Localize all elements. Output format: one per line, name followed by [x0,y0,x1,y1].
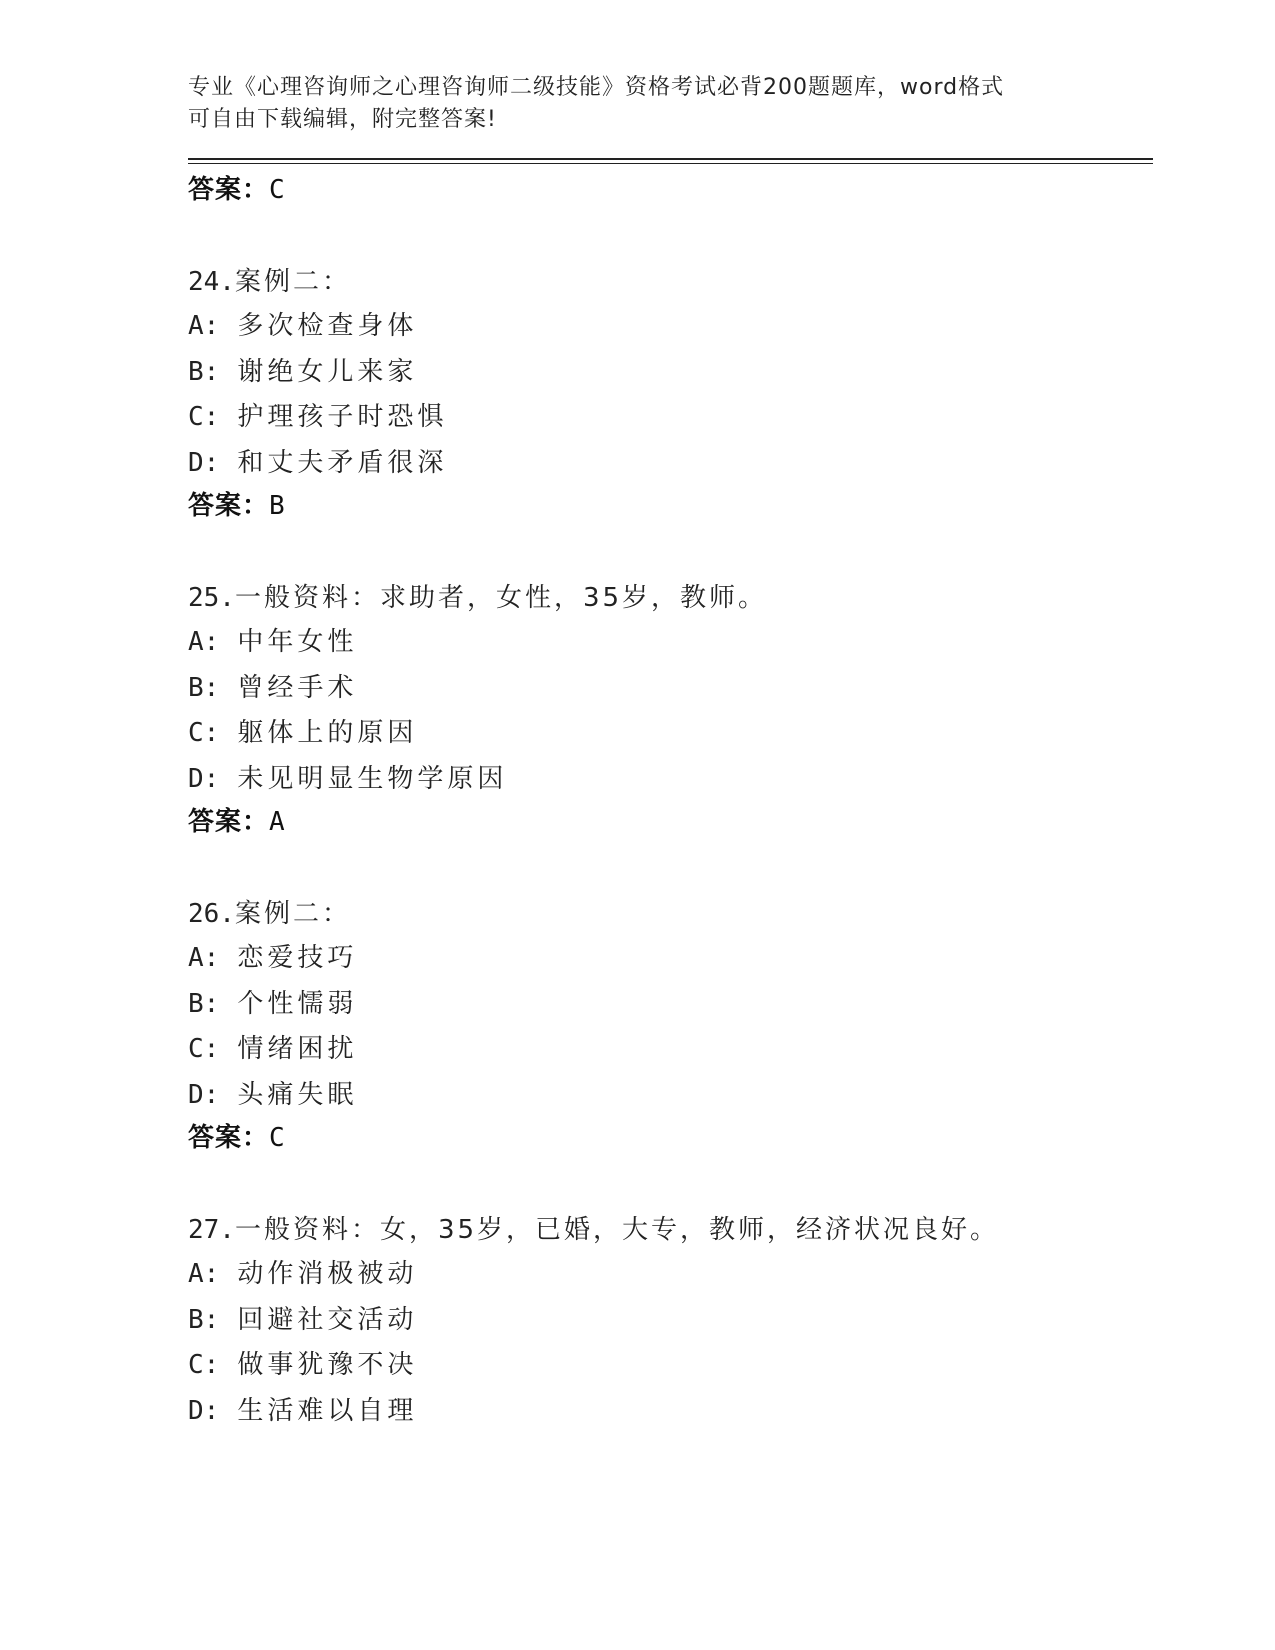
option-letter: A: [188,311,220,341]
question-number: 24. [188,267,235,297]
document-header [188,72,1153,136]
question-title [188,1208,1153,1252]
option-text: 和丈夫矛盾很深 [237,447,448,478]
answer-line [188,802,1153,842]
question-text: 案例二： [234,899,351,929]
answer-label: 答案： [188,491,270,521]
answer-line [188,486,1153,526]
option-letter: D: [188,1395,220,1426]
header-line-2: 可自由下载编辑，附完整答案! [188,107,497,132]
option-letter: C: [188,1350,220,1380]
question-title [188,892,1153,936]
option-text: 谢绝女儿来家 [237,356,418,387]
answer-label: 答案： [188,175,270,205]
question-text: 一般资料：求助者，女性，35岁，教师。 [234,583,768,613]
question-title [188,260,1153,304]
option-letter: B: [188,356,220,387]
question-25 [188,576,1153,842]
option-text: 头痛失眠 [237,1079,358,1110]
option-text: 生活难以自理 [237,1395,418,1426]
option-c [188,711,1153,757]
option-text: 动作消极被动 [237,1259,418,1289]
answer-label: 答案： [188,1123,270,1153]
option-b [188,982,1153,1028]
option-letter: C: [188,1034,220,1064]
option-text: 个性懦弱 [237,988,358,1019]
answer-line [188,170,1153,210]
option-letter: A: [188,627,220,657]
question-number: 27. [188,1215,235,1245]
option-text: 中年女性 [237,627,358,657]
document-page [188,72,1153,1434]
option-text: 未见明显生物学原因 [237,763,508,794]
option-b [188,666,1153,712]
answer-line [188,1118,1153,1158]
header-line-1: 专业《心理咨询师之心理咨询师二级技能》资格考试必背200题题库，word格式 [188,75,1005,100]
question-26 [188,892,1153,1158]
option-text: 躯体上的原因 [237,718,418,748]
option-a [188,304,1153,350]
option-d [188,441,1153,487]
option-c [188,1027,1153,1073]
option-a [188,936,1153,982]
option-letter: B: [188,988,220,1019]
question-text: 一般资料：女，35岁，已婚，大专，教师，经济状况良好。 [234,1215,1000,1245]
option-text: 曾经手术 [237,672,358,703]
question-24 [188,260,1153,526]
option-letter: D: [188,447,220,478]
option-letter: A: [188,1259,220,1289]
question-number: 25. [188,583,235,613]
option-letter: A: [188,943,220,973]
option-d [188,1073,1153,1119]
question-text: 案例二： [234,267,351,297]
answer-value: A [269,807,286,837]
option-c [188,1343,1153,1389]
option-a [188,1252,1153,1298]
option-letter: B: [188,1304,220,1335]
option-text: 回避社交活动 [237,1304,418,1335]
option-d [188,1389,1153,1435]
answer-label: 答案： [188,807,270,837]
option-text: 多次检查身体 [237,311,418,341]
option-letter: D: [188,763,220,794]
answer-value: C [269,1123,286,1153]
header-divider [188,158,1153,164]
option-letter: C: [188,402,220,432]
option-b [188,1298,1153,1344]
option-b [188,350,1153,396]
option-text: 护理孩子时恐惧 [237,402,448,432]
answer-value: C [269,175,286,205]
option-text: 做事犹豫不决 [237,1350,418,1380]
option-c [188,395,1153,441]
option-letter: C: [188,718,220,748]
option-letter: B: [188,672,220,703]
option-a [188,620,1153,666]
option-letter: D: [188,1079,220,1110]
answer-value: B [269,491,286,521]
option-text: 恋爱技巧 [237,943,358,973]
option-d [188,757,1153,803]
question-title [188,576,1153,620]
question-number: 26. [188,899,235,929]
question-27 [188,1208,1153,1434]
option-text: 情绪困扰 [237,1034,358,1064]
